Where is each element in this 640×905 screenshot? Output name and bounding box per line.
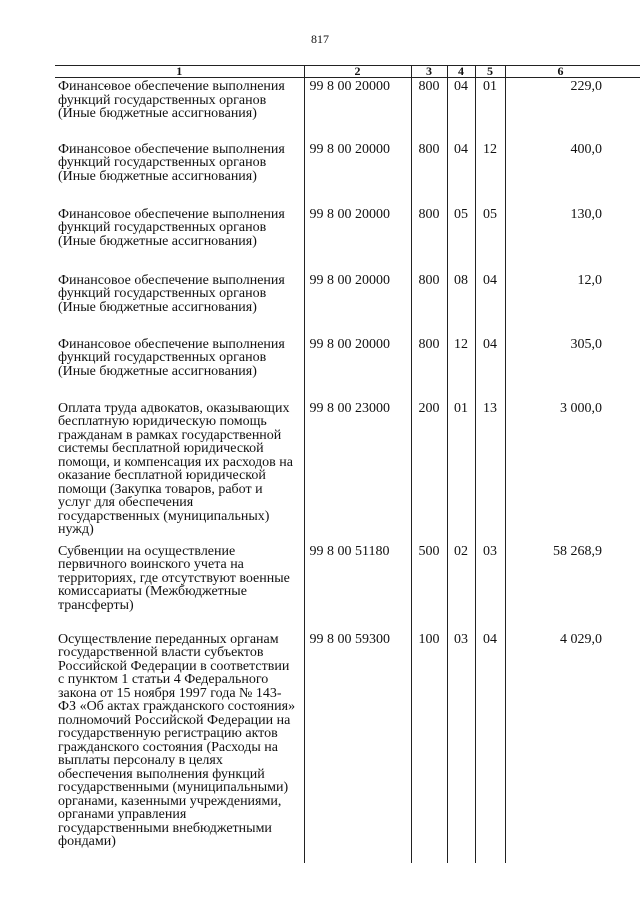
table-row [55,206,640,272]
row-code: 99 8 00 20000 [304,206,411,272]
table-header-row [55,66,640,78]
table-row [55,336,640,400]
row-amount: 4 029,0 [505,631,640,863]
row-col5: 04 [475,272,505,336]
row-code: 99 8 00 20000 [304,141,411,206]
column-header-5: 5 [475,66,505,78]
row-name: Финансовое обеспечение выполнения функций государственных органов (Иные бюджетные ассигнования) [58,336,285,379]
table-row [55,78,640,141]
row-code: 99 8 00 20000 [304,272,411,336]
table-row [55,631,640,863]
row-code: 99 8 00 20000 [304,78,411,141]
row-amount: 305,0 [505,336,640,400]
row-name: Финансовое обеспечение выполнения функций государственных органов (Иные бюджетные ассигнования) [58,141,285,184]
table-row [55,400,640,543]
table-row [55,141,640,206]
row-col3: 800 [411,336,447,400]
row-col5: 05 [475,206,505,272]
row-col3: 800 [411,206,447,272]
row-col3: 200 [411,400,447,543]
row-col4: 02 [447,543,475,631]
row-code: 99 8 00 51180 [304,543,411,631]
row-col5: 01 [475,78,505,141]
row-col4: 12 [447,336,475,400]
row-col5: 04 [475,631,505,863]
row-col5: 13 [475,400,505,543]
row-col3: 800 [411,78,447,141]
row-amount: 12,0 [505,272,640,336]
row-col3: 100 [411,631,447,863]
row-name: Субвенции на осуществление первичного воинского учета на территориях, где отсутствуют военные комиссариаты (Межбюджетные трансферты) [58,543,290,613]
column-header-1: 1 [55,66,304,78]
row-amount: 400,0 [505,141,640,206]
row-amount: 3 000,0 [505,400,640,543]
row-col4: 01 [447,400,475,543]
column-header-2: 2 [304,66,411,78]
row-col5: 04 [475,336,505,400]
row-name: Оплата труда адвокатов, оказывающих бесплатную юридическую помощь гражданам в рамках государственной системы бесплатной юридической помощи, и компенсация их расходов на оказание бесплатной юридической помощи (Закупка товаров, работ и услуг для обеспечения государственных (муниципальных) нужд) [58,400,293,537]
row-name: Финансовое обеспечение выполнения функций государственных органов (Иные бюджетные ассигнования) [58,79,285,121]
row-name: Финансовое обеспечение выполнения функций государственных органов (Иные бюджетные ассигнования) [58,272,285,315]
row-col3: 800 [411,272,447,336]
row-col3: 500 [411,543,447,631]
column-header-6: 6 [505,66,640,78]
row-amount: 229,0 [505,78,640,141]
budget-table [55,65,640,863]
row-code: 99 8 00 23000 [304,400,411,543]
table-row [55,543,640,631]
row-code: 99 8 00 20000 [304,336,411,400]
column-header-4: 4 [447,66,475,78]
table-row [55,272,640,336]
row-name: Осуществление переданных органам государственной власти субъектов Российской Федерации в соответствии с пунктом 1 статьи 4 Федерального закона от 15 ноября 1997 года № 143-ФЗ «Об актах гражданского состояния» полномочий Российской Федерации на государственную регистрацию актов гражданского состояния (Расходы на выплаты персоналу в целях обеспечения выполнения функций государственными (муниципальными) органами, казенными учреждениями, органами управления государственными внебюджетными фондами) [58,631,296,849]
row-col4: 04 [447,78,475,141]
row-col5: 03 [475,543,505,631]
row-col5: 12 [475,141,505,206]
row-col4: 04 [447,141,475,206]
row-amount: 58 268,9 [505,543,640,631]
row-col4: 08 [447,272,475,336]
row-col4: 03 [447,631,475,863]
row-amount: 130,0 [505,206,640,272]
row-name: Финансовое обеспечение выполнения функций государственных органов (Иные бюджетные ассигнования) [58,206,285,249]
row-col4: 05 [447,206,475,272]
column-header-3: 3 [411,66,447,78]
row-col3: 800 [411,141,447,206]
row-code: 99 8 00 59300 [304,631,411,863]
page-number: 817 [311,32,329,46]
